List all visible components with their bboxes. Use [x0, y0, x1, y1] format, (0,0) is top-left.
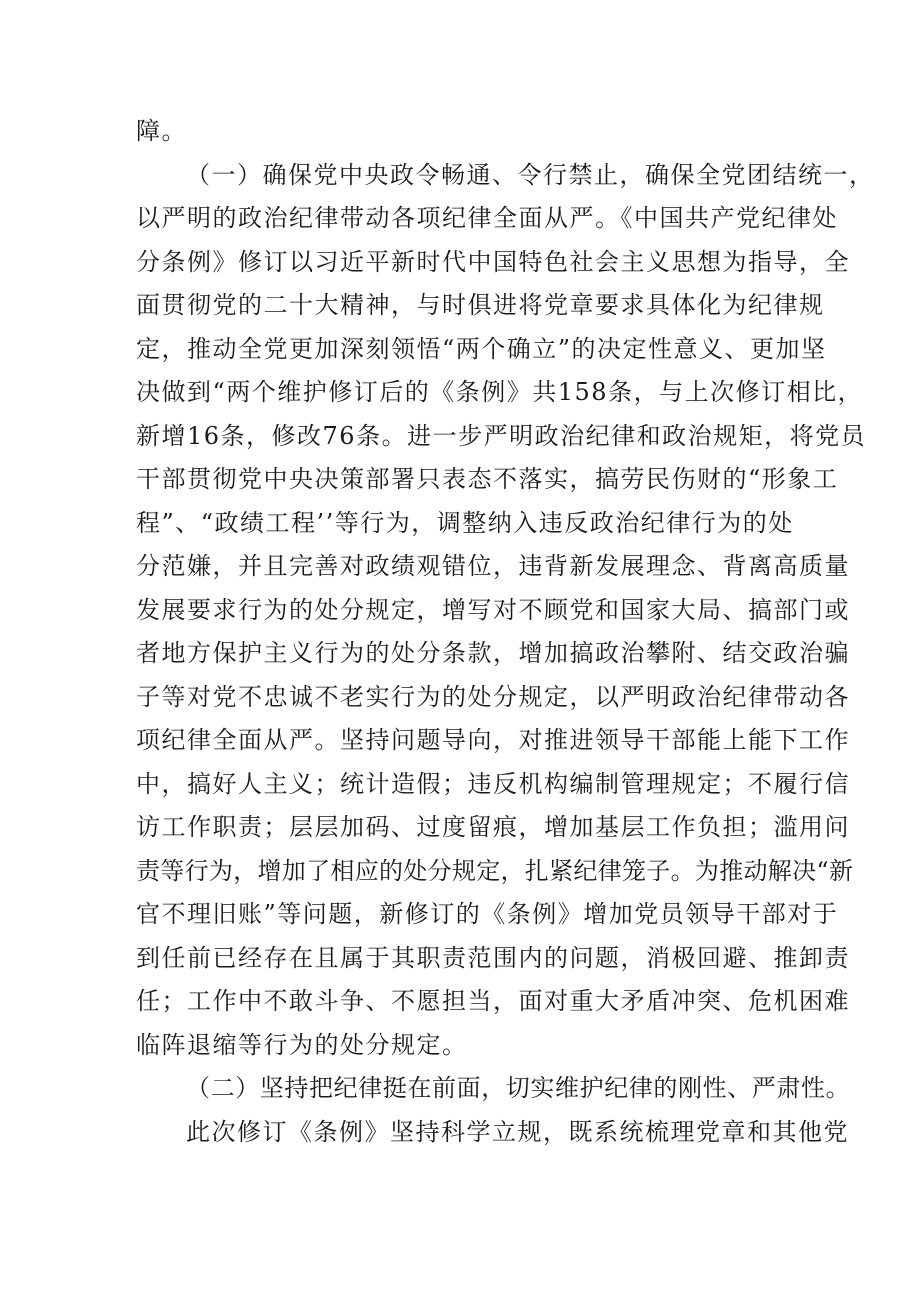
text-line: 访工作职责；层层加码、过度留痕，增加基层工作负担；滥用问 — [136, 813, 850, 841]
text-line: 新增16条，修改76条。进一步严明政治纪律和政治规矩，将党员 — [136, 422, 867, 450]
section-heading-2: （二）坚持把纪律挺在前面，切实维护纪律的刚性、严肃性。 — [186, 1074, 851, 1102]
text-line: 面贯彻党的二十大精神，与时俱进将党章要求具体化为纪律规 — [136, 291, 825, 319]
text-line: 任；工作中不敢斗争、不愿担当，面对重大矛盾冲突、危机困难 — [136, 987, 850, 1015]
text-line: 发展要求行为的处分规定，增写对不顾党和国家大局、搞部门或 — [136, 596, 850, 624]
text-line: 决做到“两个维护修订后的《条例》共158条，与上次修订相比， — [136, 378, 864, 406]
text-line: 分范嫌，并且完善对政绩观错位，违背新发展理念、背离高质量 — [136, 552, 850, 580]
text-line: 项纪律全面从严。坚持问题导向，对推进领导干部能上能下工作 — [136, 726, 850, 754]
text-line: 责等行为，增加了相应的处分规定，扎紧纪律笼子。为推动解决“新 — [136, 857, 854, 885]
text-line: 临阵退缩等行为的处分规定。 — [136, 1031, 468, 1059]
text-line: 到任前已经存在且属于其职责范围内的问题，消极回避、推卸责 — [136, 944, 850, 972]
text-line: 程”、“政绩工程’’等行为，调整纳入违反政治纪律行为的处 — [136, 509, 794, 537]
text-line: 障。 — [136, 117, 187, 145]
text-line: 定，推动全党更加深刻领悟“两个确立”的决定性意义、更加坚 — [136, 335, 827, 363]
text-line: 此次修订《条例》坚持科学立规，既系统梳理党章和其他党 — [186, 1118, 849, 1146]
text-line: 子等对党不忠诚不老实行为的处分规定，以严明政治纪律带动各 — [136, 683, 850, 711]
text-line: 者地方保护主义行为的处分条款，增加搞政治攀附、结交政治骗 — [136, 639, 850, 667]
text-line: 分条例》修订以习近平新时代中国特色社会主义思想为指导，全 — [136, 248, 850, 276]
text-line: 中，搞好人主义；统计造假；违反机构编制管理规定；不履行信 — [136, 770, 850, 798]
text-line: 干部贯彻党中央决策部署只表态不落实，搞劳民伤财的“形象工 — [136, 465, 839, 493]
text-line: 以严明的政治纪律带动各项纪律全面从严。《中国共产党纪律处 — [136, 204, 838, 232]
text-line: 官不理旧账”等问题，新修订的《条例》增加党员领导干部对于 — [136, 900, 839, 928]
section-heading-1: （一）确保党中央政令畅通、令行禁止，确保全党团结统一， — [186, 161, 875, 189]
